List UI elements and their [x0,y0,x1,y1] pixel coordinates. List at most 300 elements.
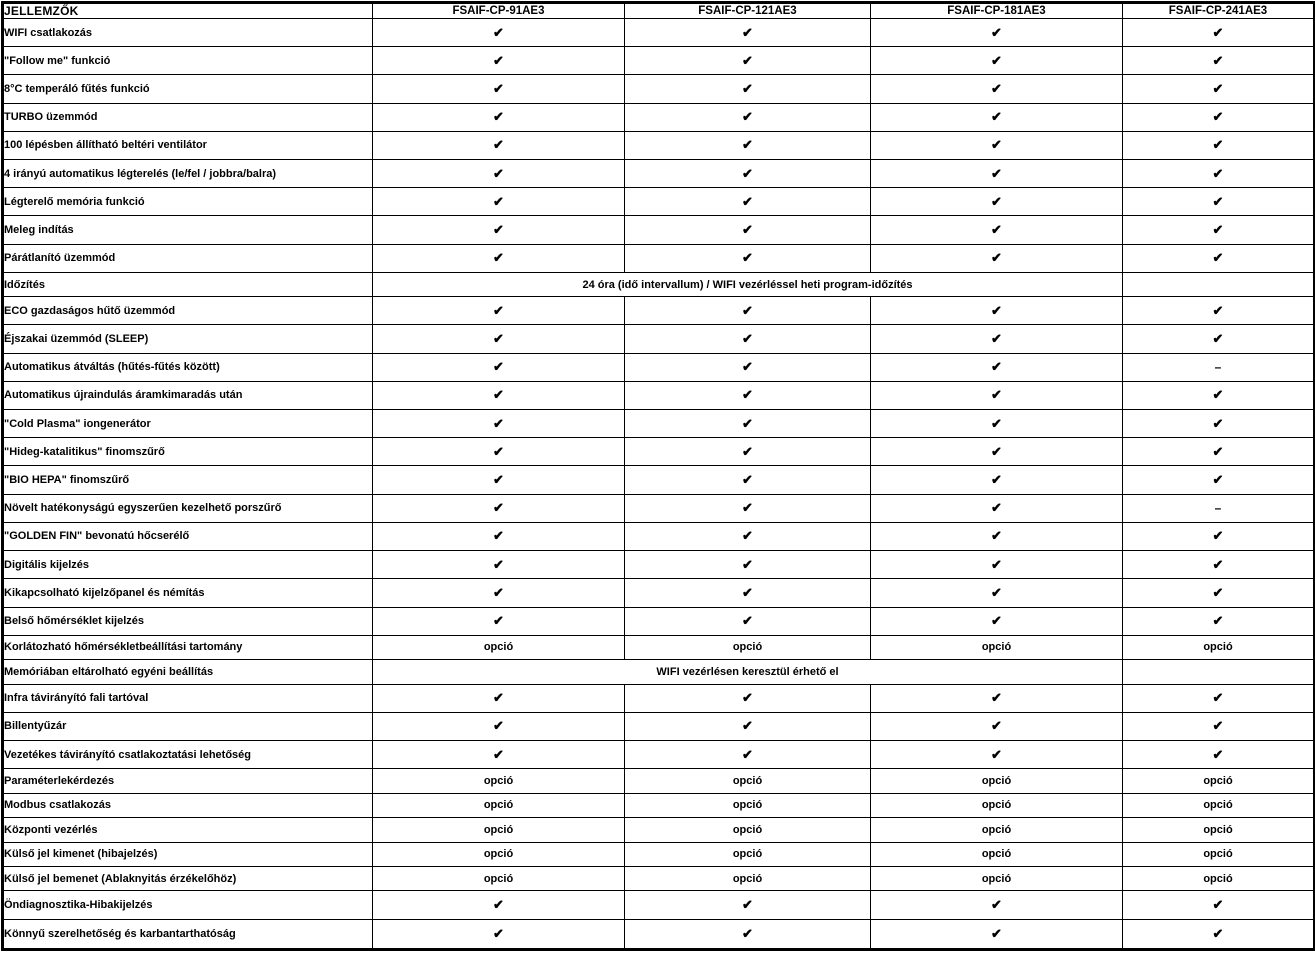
table-row [3,438,1315,466]
table-row [3,75,1315,103]
option-cell [625,793,871,817]
check-icon: ✔ [1212,613,1224,629]
check-cell [625,75,871,103]
check-icon: ✔ [1212,690,1224,706]
option-label: opció [483,823,514,836]
check-cell [625,466,871,494]
check-icon: ✔ [742,896,753,912]
option-cell [625,842,871,866]
dash-mark: – [1214,360,1222,375]
table-row [3,740,1315,768]
feature-label: Külső jel kimenet (hibajelzés) [3,842,373,866]
feature-label: Kikapcsolható kijelzőpanel és némítás [3,579,373,607]
check-cell [625,438,871,466]
table-row [3,353,1315,381]
check-icon: ✔ [742,359,753,375]
column-header-model-181ae3: FSAIF-CP-181AE3 [871,3,1123,19]
table-row [3,410,1315,438]
check-cell [1123,740,1315,768]
check-cell [625,216,871,244]
table-row [3,297,1315,325]
check-cell [1123,381,1315,409]
check-icon: ✔ [493,24,504,40]
check-icon: ✔ [742,528,753,544]
check-cell [373,47,625,75]
table-row [3,607,1315,635]
check-cell [871,75,1123,103]
features-table [1,1,1315,951]
feature-label: WIFI csatlakozás [3,19,373,47]
table-row [3,919,1315,949]
feature-label: "GOLDEN FIN" bevonatú hőcserélő [3,522,373,550]
check-icon: ✔ [991,584,1002,600]
check-cell [625,244,871,272]
check-icon: ✔ [493,81,504,96]
check-icon: ✔ [493,500,504,516]
feature-label: Infra távirányító fali tartóval [3,684,373,712]
table-row [3,866,1315,890]
check-icon: ✔ [742,302,753,318]
option-label: opció [1203,641,1233,654]
option-label: opció [981,848,1012,861]
check-icon: ✔ [493,896,504,912]
option-label: opció [483,799,514,812]
option-label: opció [981,641,1012,654]
features-table-body [3,19,1315,950]
check-icon: ✔ [742,925,753,941]
check-cell [1123,244,1315,272]
check-cell [871,740,1123,768]
option-label: opció [981,799,1012,812]
check-cell [871,297,1123,325]
check-icon: ✔ [1212,137,1224,153]
check-cell [1123,325,1315,353]
check-icon: ✔ [493,359,504,375]
table-row [3,160,1315,188]
check-icon: ✔ [742,718,753,734]
table-row [3,466,1315,494]
table-row [3,188,1315,216]
check-icon: ✔ [742,556,753,572]
feature-label: ECO gazdaságos hűtő üzemmód [3,297,373,325]
check-cell [1123,131,1315,159]
option-label: opció [1203,823,1233,836]
check-cell [871,244,1123,272]
check-icon: ✔ [742,472,753,488]
option-cell [373,793,625,817]
table-row [3,131,1315,159]
check-icon: ✔ [991,925,1002,941]
option-cell [871,818,1123,842]
option-cell [871,866,1123,890]
check-icon: ✔ [493,165,504,181]
option-label: opció [1203,848,1233,861]
check-icon: ✔ [493,613,504,629]
check-cell [871,607,1123,635]
check-cell [373,216,625,244]
check-icon: ✔ [742,746,753,762]
check-icon: ✔ [493,925,504,941]
feature-label: Időzítés [3,272,373,296]
table-row [3,381,1315,409]
check-icon: ✔ [742,387,753,403]
option-cell [871,635,1123,659]
check-cell [625,353,871,381]
check-icon: ✔ [1212,24,1224,40]
feature-label: Automatikus újraindulás áramkimaradás után [3,381,373,409]
check-icon: ✔ [991,718,1002,734]
check-cell [373,684,625,712]
check-cell [625,297,871,325]
check-cell [871,188,1123,216]
table-row [3,769,1315,793]
check-icon: ✔ [493,193,504,209]
check-cell [373,579,625,607]
option-label: opció [1203,774,1233,787]
option-label: opció [981,823,1012,836]
check-cell [625,740,871,768]
feature-label: "Hideg-katalitikus" finomszűrő [3,438,373,466]
check-icon: ✔ [742,165,753,181]
check-cell [373,740,625,768]
option-label: opció [1203,872,1233,885]
check-icon: ✔ [493,746,504,762]
check-cell [625,579,871,607]
check-cell [1123,579,1315,607]
feature-label: Öndiagnosztika-Hibakijelzés [3,891,373,919]
check-icon: ✔ [991,500,1002,516]
check-cell [373,131,625,159]
check-icon: ✔ [1212,925,1224,941]
check-icon: ✔ [742,584,753,600]
table-row [3,712,1315,740]
check-icon: ✔ [493,109,504,125]
feature-label: Korlátozható hőmérsékletbeállítási tartomány [3,635,373,659]
check-cell [871,353,1123,381]
check-cell [625,160,871,188]
check-icon: ✔ [1212,472,1224,488]
check-cell [1123,607,1315,635]
check-cell [871,131,1123,159]
check-icon: ✔ [991,222,1002,238]
option-label: opció [732,823,763,836]
check-icon: ✔ [1212,415,1224,431]
feature-label: TURBO üzemmód [3,103,373,131]
feature-label: Belső hőmérséklet kijelzés [3,607,373,635]
check-cell [625,325,871,353]
check-cell [373,381,625,409]
check-icon: ✔ [1212,331,1224,347]
table-row [3,891,1315,919]
check-cell [871,712,1123,740]
check-cell [1123,188,1315,216]
check-cell [373,494,625,522]
check-icon: ✔ [991,137,1002,153]
check-cell [625,522,871,550]
check-icon: ✔ [742,222,753,238]
check-icon: ✔ [1212,718,1224,734]
feature-label: Külső jel bemenet (Ablaknyitás érzékelőhöz) [3,866,373,890]
check-icon: ✔ [742,193,753,209]
check-cell [625,19,871,47]
option-cell [1123,769,1315,793]
feature-label: Digitális kijelzés [3,551,373,579]
check-cell [1123,19,1315,47]
table-row [3,19,1315,47]
check-cell [1123,160,1315,188]
check-cell [871,579,1123,607]
option-label: opció [483,848,514,861]
check-icon: ✔ [1212,584,1224,600]
check-cell [871,919,1123,949]
check-icon: ✔ [742,137,753,153]
check-cell [373,103,625,131]
check-cell [1123,522,1315,550]
check-cell [1123,891,1315,919]
check-icon: ✔ [1212,443,1224,459]
feature-label: "Follow me" funkció [3,47,373,75]
check-icon: ✔ [742,613,753,629]
empty-cell [1123,660,1315,684]
check-icon: ✔ [493,443,504,459]
column-header-model-121ae3: FSAIF-CP-121AE3 [625,3,871,19]
check-icon: ✔ [1212,250,1224,266]
option-cell [373,866,625,890]
option-label: opció [483,872,514,885]
check-cell [1123,684,1315,712]
check-icon: ✔ [991,896,1002,912]
check-cell [871,494,1123,522]
check-icon: ✔ [1212,109,1224,125]
option-cell [1123,635,1315,659]
option-label: opció [732,848,763,861]
check-cell [625,712,871,740]
check-icon: ✔ [991,250,1002,266]
check-cell [871,891,1123,919]
feature-label: Párátlanító üzemmód [3,244,373,272]
option-label: opció [732,872,763,885]
option-label: opció [732,799,763,812]
feature-label: "Cold Plasma" iongenerátor [3,410,373,438]
check-cell [871,19,1123,47]
check-icon: ✔ [742,443,753,459]
check-cell [373,607,625,635]
check-icon: ✔ [1212,387,1224,403]
option-cell [373,635,625,659]
check-icon: ✔ [493,556,504,572]
check-icon: ✔ [493,137,504,153]
check-icon: ✔ [742,331,753,347]
feature-label: Modbus csatlakozás [3,793,373,817]
dash-cell [1123,494,1315,522]
option-cell [625,866,871,890]
table-row [3,660,1315,684]
feature-label: Vezetékes távirányító csatlakoztatási lehetőség [3,740,373,768]
check-icon: ✔ [991,359,1002,375]
check-icon: ✔ [493,52,504,68]
check-cell [1123,410,1315,438]
check-cell [871,381,1123,409]
table-row [3,47,1315,75]
feature-label: Légterelő memória funkció [3,188,373,216]
check-icon: ✔ [991,331,1002,347]
check-icon: ✔ [493,472,504,488]
check-cell [373,353,625,381]
check-cell [373,712,625,740]
check-cell [625,131,871,159]
check-icon: ✔ [991,52,1002,68]
check-cell [373,297,625,325]
feature-label: Növelt hatékonyságú egyszerűen kezelhető porszűrő [3,494,373,522]
table-row [3,579,1315,607]
table-row [3,842,1315,866]
check-icon: ✔ [991,472,1002,488]
check-cell [625,47,871,75]
check-icon: ✔ [493,331,504,347]
check-cell [373,522,625,550]
merged-note-cell: WIFI vezérlésen keresztül érhető el [373,660,1123,684]
option-label: opció [1203,799,1233,812]
dash-cell [1123,353,1315,381]
table-row [3,522,1315,550]
check-cell [625,188,871,216]
check-cell [373,551,625,579]
check-icon: ✔ [493,387,504,403]
check-icon: ✔ [991,81,1002,96]
check-cell [1123,297,1315,325]
option-cell [1123,842,1315,866]
check-icon: ✔ [991,24,1002,40]
check-cell [1123,47,1315,75]
check-icon: ✔ [493,302,504,318]
check-icon: ✔ [991,193,1002,209]
check-icon: ✔ [991,109,1002,125]
check-icon: ✔ [742,81,753,96]
check-icon: ✔ [742,24,753,40]
feature-label: 4 irányú automatikus légterelés (le/fel / jobbra/balra) [3,160,373,188]
option-cell [871,769,1123,793]
feature-label: "BIO HEPA" finomszűrő [3,466,373,494]
check-cell [373,160,625,188]
check-cell [1123,551,1315,579]
table-row [3,684,1315,712]
option-cell [871,842,1123,866]
check-icon: ✔ [493,584,504,600]
check-icon: ✔ [991,746,1002,762]
check-icon: ✔ [991,690,1002,706]
column-header-features: JELLEMZŐK [3,3,373,19]
check-cell [625,551,871,579]
check-cell [871,160,1123,188]
option-cell [871,793,1123,817]
check-icon: ✔ [991,302,1002,318]
check-cell [625,410,871,438]
check-icon: ✔ [1212,556,1224,572]
check-icon: ✔ [991,443,1002,459]
check-icon: ✔ [493,222,504,238]
check-icon: ✔ [1212,528,1224,544]
check-icon: ✔ [742,109,753,125]
table-row [3,325,1315,353]
check-cell [1123,466,1315,494]
feature-label: Könnyű szerelhetőség és karbantarthatóság [3,919,373,949]
option-label: opció [483,774,514,787]
check-cell [871,103,1123,131]
feature-label: Automatikus átváltás (hűtés-fűtés között) [3,353,373,381]
check-icon: ✔ [493,528,504,544]
check-cell [871,325,1123,353]
check-icon: ✔ [1212,222,1224,238]
check-cell [373,466,625,494]
table-row [3,494,1315,522]
check-icon: ✔ [742,415,753,431]
check-cell [373,410,625,438]
check-cell [373,325,625,353]
table-row [3,818,1315,842]
table-row [3,272,1315,296]
feature-label: Billentyűzár [3,712,373,740]
feature-label: 100 lépésben állítható beltéri ventilátor [3,131,373,159]
check-cell [625,684,871,712]
feature-label: Meleg indítás [3,216,373,244]
column-header-model-91ae3: FSAIF-CP-91AE3 [373,3,625,19]
check-icon: ✔ [991,387,1002,403]
option-cell [1123,818,1315,842]
check-icon: ✔ [991,528,1002,544]
check-icon: ✔ [493,250,504,266]
table-row [3,103,1315,131]
merged-note-cell: 24 óra (idő intervallum) / WIFI vezérléssel heti program-időzítés [373,272,1123,296]
check-cell [1123,103,1315,131]
check-cell [1123,75,1315,103]
check-icon: ✔ [742,250,753,266]
check-cell [625,494,871,522]
option-cell [373,769,625,793]
option-label: opció [732,641,763,654]
check-cell [871,466,1123,494]
check-icon: ✔ [493,415,504,431]
check-cell [1123,712,1315,740]
table-row [3,551,1315,579]
check-icon: ✔ [1212,81,1224,96]
table-row [3,244,1315,272]
option-cell [1123,793,1315,817]
option-cell [625,818,871,842]
check-icon: ✔ [1212,302,1224,318]
check-icon: ✔ [991,165,1002,181]
option-cell [1123,866,1315,890]
check-icon: ✔ [991,613,1002,629]
check-cell [373,75,625,103]
feature-label: Paraméterlekérdezés [3,769,373,793]
check-icon: ✔ [1212,193,1224,209]
check-cell [871,47,1123,75]
check-cell [625,607,871,635]
option-label: opció [732,774,763,787]
check-cell [871,684,1123,712]
check-cell [625,919,871,949]
check-cell [373,438,625,466]
header-row [3,3,1315,19]
empty-cell [1123,272,1315,296]
feature-label: Éjszakai üzemmód (SLEEP) [3,325,373,353]
dash-mark: – [1214,501,1222,516]
check-icon: ✔ [742,500,753,516]
option-label: opció [981,872,1012,885]
check-cell [625,381,871,409]
table-row [3,635,1315,659]
check-icon: ✔ [991,415,1002,431]
